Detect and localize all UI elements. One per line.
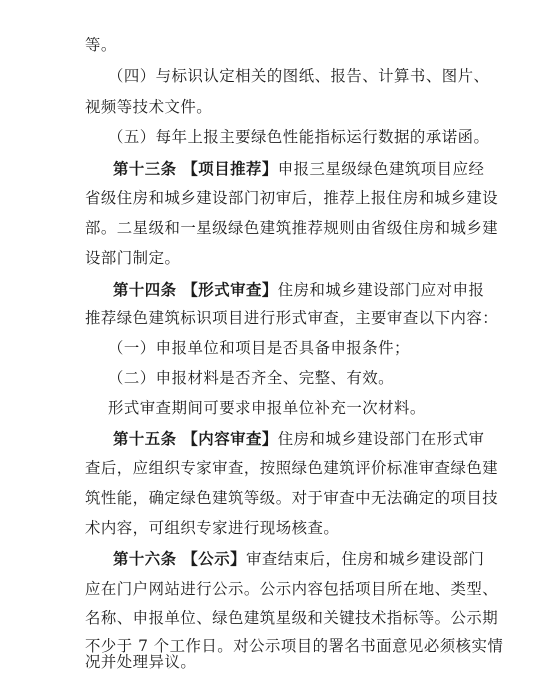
text-line-20 <box>85 608 498 628</box>
line-text: 查后，应组织专家审查，按照绿色建筑评价标准审查绿色建 <box>85 459 499 478</box>
text-line-4 <box>108 127 489 147</box>
line-text: 住房和城乡建设部门在形式审 <box>277 430 485 449</box>
text-line-1 <box>85 35 117 55</box>
article-title: 第十三条 【项目推荐】 <box>113 160 278 179</box>
line-text: 推荐绿色建筑标识项目进行形式审查，主要审查以下内容： <box>85 308 499 327</box>
text-line-8 <box>85 248 180 268</box>
text-line-2 <box>108 66 489 86</box>
article-15-line-1 <box>113 429 484 449</box>
line-text: 设部门制定。 <box>85 249 181 268</box>
line-text: 住房和城乡建设部门应对申报 <box>277 280 485 299</box>
line-text: 视频等技术文件。 <box>85 97 213 116</box>
article-title: 第十四条 【形式审查】 <box>113 280 278 299</box>
article-16-line-1 <box>113 549 484 569</box>
text-line-12 <box>108 368 394 388</box>
article-title: 第十六条 【公示】 <box>113 550 246 569</box>
text-line-10 <box>85 308 498 328</box>
text-line-17 <box>85 518 339 538</box>
line-text: 省级住房和城乡建设部门初审后，推荐上报住房和城乡建设 <box>85 188 499 207</box>
line-text: （四）与标识认定相关的图纸、报告、计算书、图片、 <box>108 67 490 86</box>
article-14-line-1 <box>113 280 484 300</box>
line-text: 不少于 7 个工作日。对公示项目的署名书面意见必须核实情 <box>85 637 504 656</box>
text-line-11 <box>108 338 410 358</box>
text-line-3 <box>85 97 212 117</box>
line-text: 形式审查期间可要求申报单位补充一次材料。 <box>108 398 426 417</box>
line-text: 部。二星级和一星级绿色建筑推荐规则由省级住房和城乡建 <box>85 218 499 237</box>
line-text: 名称、申报单位、绿色建筑星级和关键技术指标等。公示期 <box>85 609 499 627</box>
line-text: （五）每年上报主要绿色性能指标运行数据的承诺函。 <box>108 127 490 146</box>
line-text: 应在门户网站进行公示。公示内容包括项目所在地、类型、 <box>85 579 499 598</box>
line-text: 筑性能，确定绿色建筑等级。对于审查中无法确定的项目技 <box>85 488 499 507</box>
text-line-16 <box>85 488 498 508</box>
line-text: （一）申报单位和项目是否具备申报条件； <box>108 339 410 358</box>
text-line-6 <box>85 188 498 208</box>
text-line-19 <box>85 579 498 599</box>
line-text: 等。 <box>85 36 117 54</box>
text-line-13 <box>108 398 426 418</box>
article-title: 第十五条 【内容审查】 <box>113 430 278 449</box>
line-text: 申报三星级绿色建筑项目应经 <box>277 160 485 179</box>
line-text: 况并处理异议。 <box>85 653 197 671</box>
text-line-22 <box>85 652 196 672</box>
line-text: 审查结束后，住房和城乡建设部门 <box>245 550 485 569</box>
text-line-15 <box>85 458 498 478</box>
line-text: 术内容，可组织专家进行现场核查。 <box>85 519 340 537</box>
line-text: （二）申报材料是否齐全、完整、有效。 <box>108 369 395 388</box>
article-13-line-1 <box>113 159 484 179</box>
text-line-7 <box>85 218 498 238</box>
